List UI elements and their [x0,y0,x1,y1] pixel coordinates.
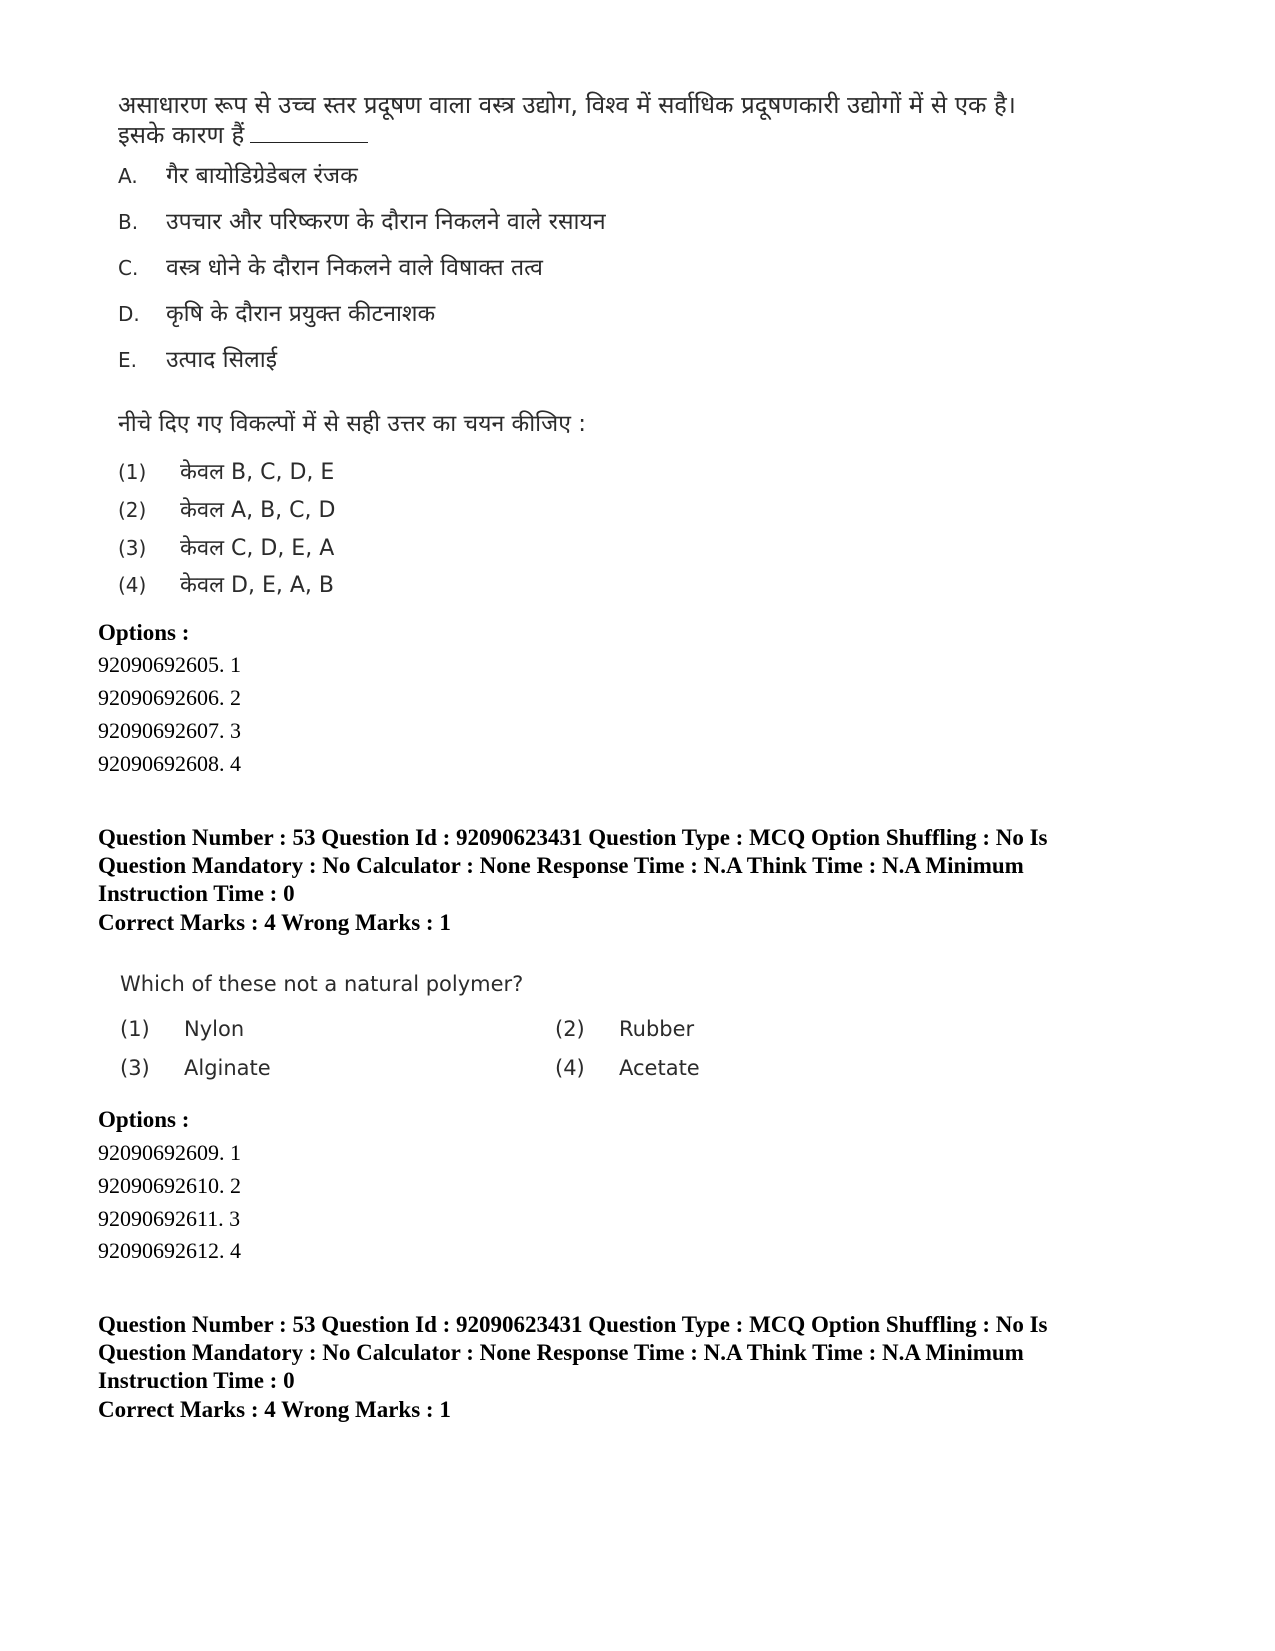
choice-4 [118,571,334,600]
option-id-line: 92090692606. 2 [98,685,241,710]
statement-text: उत्पाद सिलाई [166,347,278,373]
choice-number: (1) [118,460,147,484]
choice-text: केवल D, E, A, B [180,573,334,598]
choice-1 [120,1017,244,1041]
choice-2 [118,496,335,525]
options-heading: Options : [98,620,190,645]
choice-number: (2) [118,498,147,522]
meta-line-1: Question Number : 53 Question Id : 92090623431 Question Type : MCQ Option Shuffling : No Is [98,1312,1048,1337]
question-meta [98,1311,1198,1395]
meta-line-1: Question Number : 53 Question Id : 92090623431 Question Type : MCQ Option Shuffling : No Is [98,825,1048,850]
question-1-line-2 [118,120,1158,150]
option-id-line: 92090692610. 2 [98,1173,241,1198]
option-id-line: 92090692612. 4 [98,1238,241,1263]
meta-line-2: Question Mandatory : No Calculator : None Response Time : N.A Think Time : N.A Minimum [98,1340,1024,1365]
option-id-line: 92090692607. 3 [98,718,241,743]
statement-label: E. [118,348,137,372]
choice-1 [118,458,334,487]
answer-blank [250,120,368,143]
choice-number: (4) [118,573,147,597]
meta-line-3: Instruction Time : 0 [98,1368,295,1393]
marks-line: Correct Marks : 4 Wrong Marks : 1 [98,1397,451,1422]
question-1-text [118,90,1158,150]
marks-line: Correct Marks : 4 Wrong Marks : 1 [98,910,451,935]
statement-text: कृषि के दौरान प्रयुक्त कीटनाशक [166,301,436,327]
meta-line-3: Instruction Time : 0 [98,881,295,906]
question-1-line-1: असाधारण रूप से उच्च स्तर प्रदूषण वाला वस्त्र उद्योग, विश्व में सर्वाधिक प्रदूषणकारी उद्योगों में से एक है। [118,91,1016,119]
option-id-line: 92090692609. 1 [98,1140,241,1165]
choice-text: केवल C, D, E, A [180,536,335,561]
option-id-line: 92090692611. 3 [98,1206,241,1231]
choice-text: Nylon [184,1017,245,1041]
choice-2 [555,1017,694,1041]
statement-label: A. [118,164,138,188]
question-1-prompt: नीचे दिए गए विकल्पों में से सही उत्तर का चयन कीजिए : [118,411,586,437]
question-1-line-2-text: इसके कारण हैं [118,121,245,149]
choice-4 [555,1056,700,1080]
choice-text: Rubber [619,1017,695,1041]
choice-text: केवल A, B, C, D [180,498,336,523]
statement-label: B. [118,210,139,234]
statement-text: गैर बायोडिग्रेडेबल रंजक [166,163,358,189]
question-2-text: Which of these not a natural polymer? [120,972,524,996]
options-heading: Options : [98,1107,190,1132]
statement-e [118,346,277,374]
question-meta [98,824,1198,908]
choice-3 [118,534,334,563]
choice-number: (1) [120,1017,150,1041]
statement-label: C. [118,256,139,280]
choice-text: Acetate [619,1056,700,1080]
statement-a [118,162,358,190]
choice-3 [120,1056,271,1080]
option-id-line: 92090692608. 4 [98,751,241,776]
choice-number: (3) [120,1056,150,1080]
choice-number: (3) [118,536,147,560]
statement-d [118,300,435,328]
statement-label: D. [118,302,140,326]
choice-text: Alginate [184,1056,271,1080]
choice-number: (2) [555,1017,585,1041]
meta-line-2: Question Mandatory : No Calculator : None Response Time : N.A Think Time : N.A Minimum [98,853,1024,878]
statement-text: वस्त्र धोने के दौरान निकलने वाले विषाक्त तत्व [166,255,543,281]
statement-c [118,254,543,282]
statement-text: उपचार और परिष्करण के दौरान निकलने वाले रसायन [166,209,606,235]
choice-number: (4) [555,1056,585,1080]
choice-text: केवल B, C, D, E [180,460,335,485]
statement-b [118,208,606,236]
option-id-line: 92090692605. 1 [98,652,241,677]
